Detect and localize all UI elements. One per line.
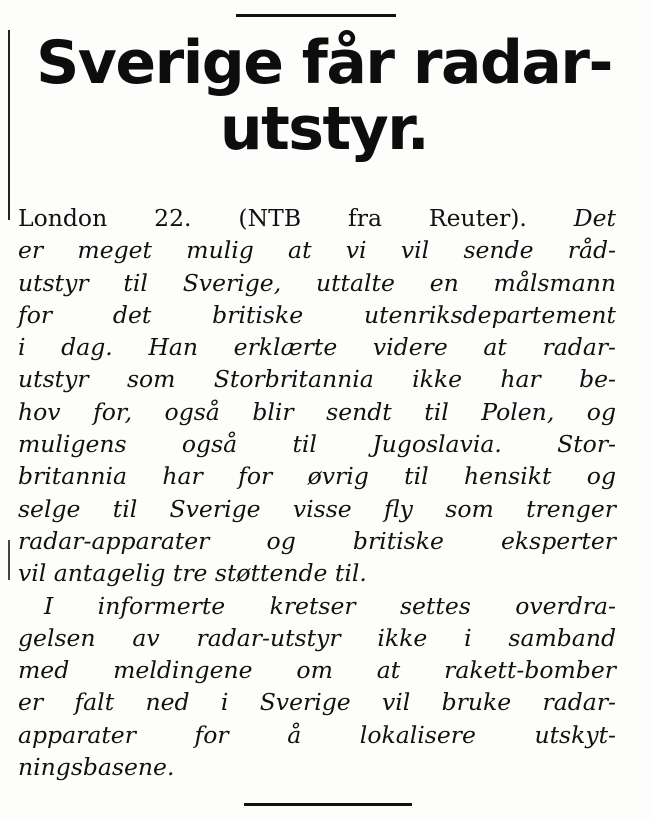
dateline: London 22. (NTB fra Reuter). [18,204,527,232]
bottom-divider-rule [244,803,412,806]
article-line: utstyr til Sverige, uttalte en målsmann [18,268,616,297]
article-line: selge til Sverige visse fly som trenger [18,494,616,523]
article-line: apparater for å lokalisere utskyt- [18,720,616,749]
article-line: er falt ned i Sverige vil bruke radar- [18,688,616,717]
article-line: vil antagelig tre støttende til. [18,559,367,588]
article-line: utstyr som Storbritannia ikke har be- [18,365,616,394]
article-line: med meldingene om at rakett-bomber [18,656,616,685]
article-line: er meget mulig at vi vil sende råd- [18,236,616,265]
left-column-rule [8,30,10,220]
article-line: ningsbasene. [18,753,175,782]
headline [14,30,634,162]
article-body [18,202,616,783]
article-line: britannia har for øvrig til hensikt og [18,462,616,491]
headline-line-1: Sverige får radar- [36,28,612,98]
top-divider-rule [236,14,396,17]
article-line: radar-apparater og britiske eksperter [18,526,616,555]
left-column-rule-lower [8,540,10,580]
article-line: I informerte kretser settes overdra- [44,591,616,620]
article-line: hov for, også blir sendt til Polen, og [18,397,616,426]
article-line: for det britiske utenriksdepartement [18,300,616,329]
headline-line-2: utstyr. [219,94,429,164]
article-line: muligens også til Jugoslavia. Stor- [18,430,616,459]
article-line: gelsen av radar-utstyr ikke i samband [18,623,616,652]
article-text-1: Det [573,204,616,232]
article-line-1 [18,202,616,234]
article-line: i dag. Han erklærte videre at radar- [18,333,616,362]
